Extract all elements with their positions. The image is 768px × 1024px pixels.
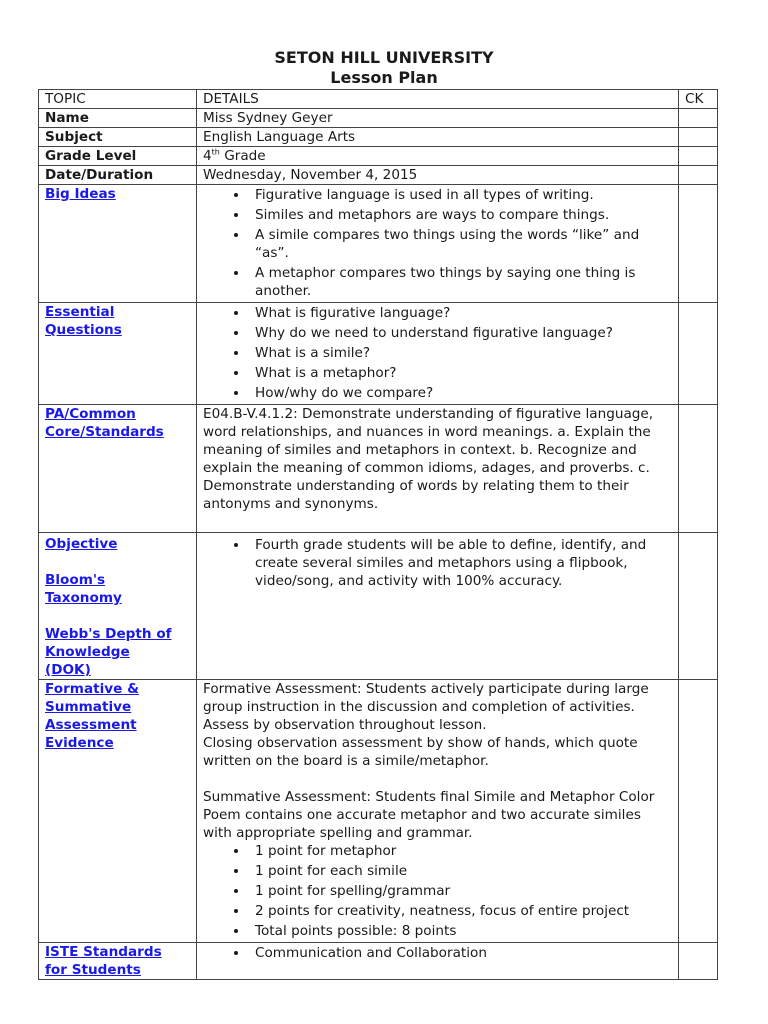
standards-link[interactable] bbox=[39, 405, 197, 533]
objective-details bbox=[197, 533, 679, 680]
list-item: • A metaphor compares two things by saying one thing is another. bbox=[249, 264, 672, 300]
row-value-subject: English Language Arts bbox=[197, 128, 679, 147]
list-item: • Total points possible: 8 points bbox=[249, 922, 672, 940]
ck-cell bbox=[679, 166, 718, 185]
iste-list bbox=[203, 944, 672, 962]
table-row-subject bbox=[39, 128, 718, 147]
webb-dok-line2[interactable]: Knowledge bbox=[45, 644, 130, 660]
spacer bbox=[45, 553, 190, 571]
iste-standards-link[interactable] bbox=[39, 943, 197, 980]
essential-questions-link[interactable] bbox=[39, 303, 197, 405]
table-row-standards bbox=[39, 405, 718, 533]
list-item: • Fourth grade students will be able to define, identify, and create several similes and metaphors using a flipbook, video/song, and activity with 100% accuracy. bbox=[249, 536, 672, 590]
ck-cell bbox=[679, 405, 718, 533]
column-header-topic: TOPIC bbox=[39, 90, 197, 109]
ck-cell bbox=[679, 943, 718, 980]
ck-cell bbox=[679, 303, 718, 405]
assessment-details bbox=[197, 680, 679, 943]
iste-label-line2[interactable]: for Students bbox=[45, 962, 141, 978]
table-row-assessment bbox=[39, 680, 718, 943]
assessment-label-line1[interactable]: Formative & bbox=[45, 681, 139, 697]
list-item: • How/why do we compare? bbox=[249, 384, 672, 402]
assessment-label-line4[interactable]: Evidence bbox=[45, 735, 114, 751]
essential-questions-list bbox=[203, 304, 672, 402]
spacer bbox=[203, 770, 672, 788]
column-header-details: DETAILS bbox=[197, 90, 679, 109]
list-item: • A simile compares two things using the words “like” and “as”. bbox=[249, 226, 672, 262]
iste-label-line1[interactable]: ISTE Standards bbox=[45, 944, 162, 960]
objective-links[interactable] bbox=[39, 533, 197, 680]
grade-word: Grade bbox=[219, 148, 266, 164]
list-item: • Communication and Collaboration bbox=[249, 944, 672, 962]
ck-cell bbox=[679, 185, 718, 303]
big-ideas-details bbox=[197, 185, 679, 303]
assessment-label-line2[interactable]: Summative bbox=[45, 699, 132, 715]
list-item: • 2 points for creativity, neatness, focus of entire project bbox=[249, 902, 672, 920]
table-row-essential-questions bbox=[39, 303, 718, 405]
summative-assessment-text: Summative Assessment: Students final Simile and Metaphor Color Poem contains one accurate metaphor and two accurate similes with appropriate spelling and grammar. bbox=[203, 789, 655, 841]
points-list bbox=[203, 842, 672, 940]
document-title: Lesson Plan bbox=[330, 68, 438, 87]
list-item: • Similes and metaphors are ways to compare things. bbox=[249, 206, 672, 224]
standards-details bbox=[197, 405, 679, 533]
ck-cell bbox=[679, 147, 718, 166]
webb-dok-line1[interactable]: Webb's Depth of bbox=[45, 626, 172, 642]
lesson-plan-table bbox=[38, 89, 718, 980]
row-label-subject: Subject bbox=[39, 128, 197, 147]
row-value-date: Wednesday, November 4, 2015 bbox=[197, 166, 679, 185]
list-item: • 1 point for spelling/grammar bbox=[249, 882, 672, 900]
big-ideas-link[interactable] bbox=[39, 185, 197, 303]
list-item: • 1 point for each simile bbox=[249, 862, 672, 880]
standards-text: E04.B-V.4.1.2: Demonstrate understanding of figurative language, word relationships, and nuances in word meanings. a. Explain the meaning of similes and metaphors in context. b. Recognize and explain the meaning of common idioms, adages, and proverbs. c. Demonstrate understanding of words by relating them to their antonyms and synonyms. bbox=[203, 406, 654, 512]
ck-cell bbox=[679, 680, 718, 943]
ck-cell bbox=[679, 109, 718, 128]
list-item: • What is a simile? bbox=[249, 344, 672, 362]
standards-label-line1[interactable]: PA/Common bbox=[45, 406, 136, 422]
ck-cell bbox=[679, 533, 718, 680]
essential-questions-details bbox=[197, 303, 679, 405]
table-row-date bbox=[39, 166, 718, 185]
spacer bbox=[45, 607, 190, 625]
column-header-ck: CK bbox=[679, 90, 718, 109]
list-item: • What is figurative language? bbox=[249, 304, 672, 322]
objective-label[interactable]: Objective bbox=[45, 536, 118, 552]
webb-dok-line3[interactable]: (DOK) bbox=[45, 662, 91, 678]
essential-questions-label-line1[interactable]: Essential bbox=[45, 304, 115, 320]
table-row-big-ideas bbox=[39, 185, 718, 303]
table-row-name bbox=[39, 109, 718, 128]
university-title: SETON HILL UNIVERSITY bbox=[274, 48, 494, 67]
row-value-name: Miss Sydney Geyer bbox=[197, 109, 679, 128]
objective-list bbox=[203, 536, 672, 590]
ck-cell bbox=[679, 128, 718, 147]
blooms-taxonomy-line2[interactable]: Taxonomy bbox=[45, 590, 122, 606]
table-row-iste bbox=[39, 943, 718, 980]
list-item: • What is a metaphor? bbox=[249, 364, 672, 382]
table-row-grade bbox=[39, 147, 718, 166]
iste-details bbox=[197, 943, 679, 980]
grade-suffix: th bbox=[211, 147, 220, 157]
list-item: • Figurative language is used in all types of writing. bbox=[249, 186, 672, 204]
big-ideas-label[interactable]: Big Ideas bbox=[45, 186, 116, 202]
row-value-grade bbox=[197, 147, 679, 166]
assessment-label-line3[interactable]: Assessment bbox=[45, 717, 137, 733]
row-label-grade: Grade Level bbox=[39, 147, 197, 166]
formative-assessment-text: Formative Assessment: Students actively participate during large group instruction in the discussion and completion of activities. Assess by observation throughout lesson. bbox=[203, 681, 649, 733]
row-label-name: Name bbox=[39, 109, 197, 128]
closing-assessment-text: Closing observation assessment by show of hands, which quote written on the board is a simile/metaphor. bbox=[203, 735, 638, 769]
table-header-row bbox=[39, 90, 718, 109]
standards-label-line2[interactable]: Core/Standards bbox=[45, 424, 164, 440]
list-item: • Why do we need to understand figurative language? bbox=[249, 324, 672, 342]
big-ideas-list bbox=[203, 186, 672, 300]
row-label-date: Date/Duration bbox=[39, 166, 197, 185]
essential-questions-label-line2[interactable]: Questions bbox=[45, 322, 122, 338]
blooms-taxonomy-line1[interactable]: Bloom's bbox=[45, 572, 106, 588]
grade-number: 4 bbox=[203, 148, 212, 164]
list-item: • 1 point for metaphor bbox=[249, 842, 672, 860]
table-row-objective bbox=[39, 533, 718, 680]
assessment-link[interactable] bbox=[39, 680, 197, 943]
